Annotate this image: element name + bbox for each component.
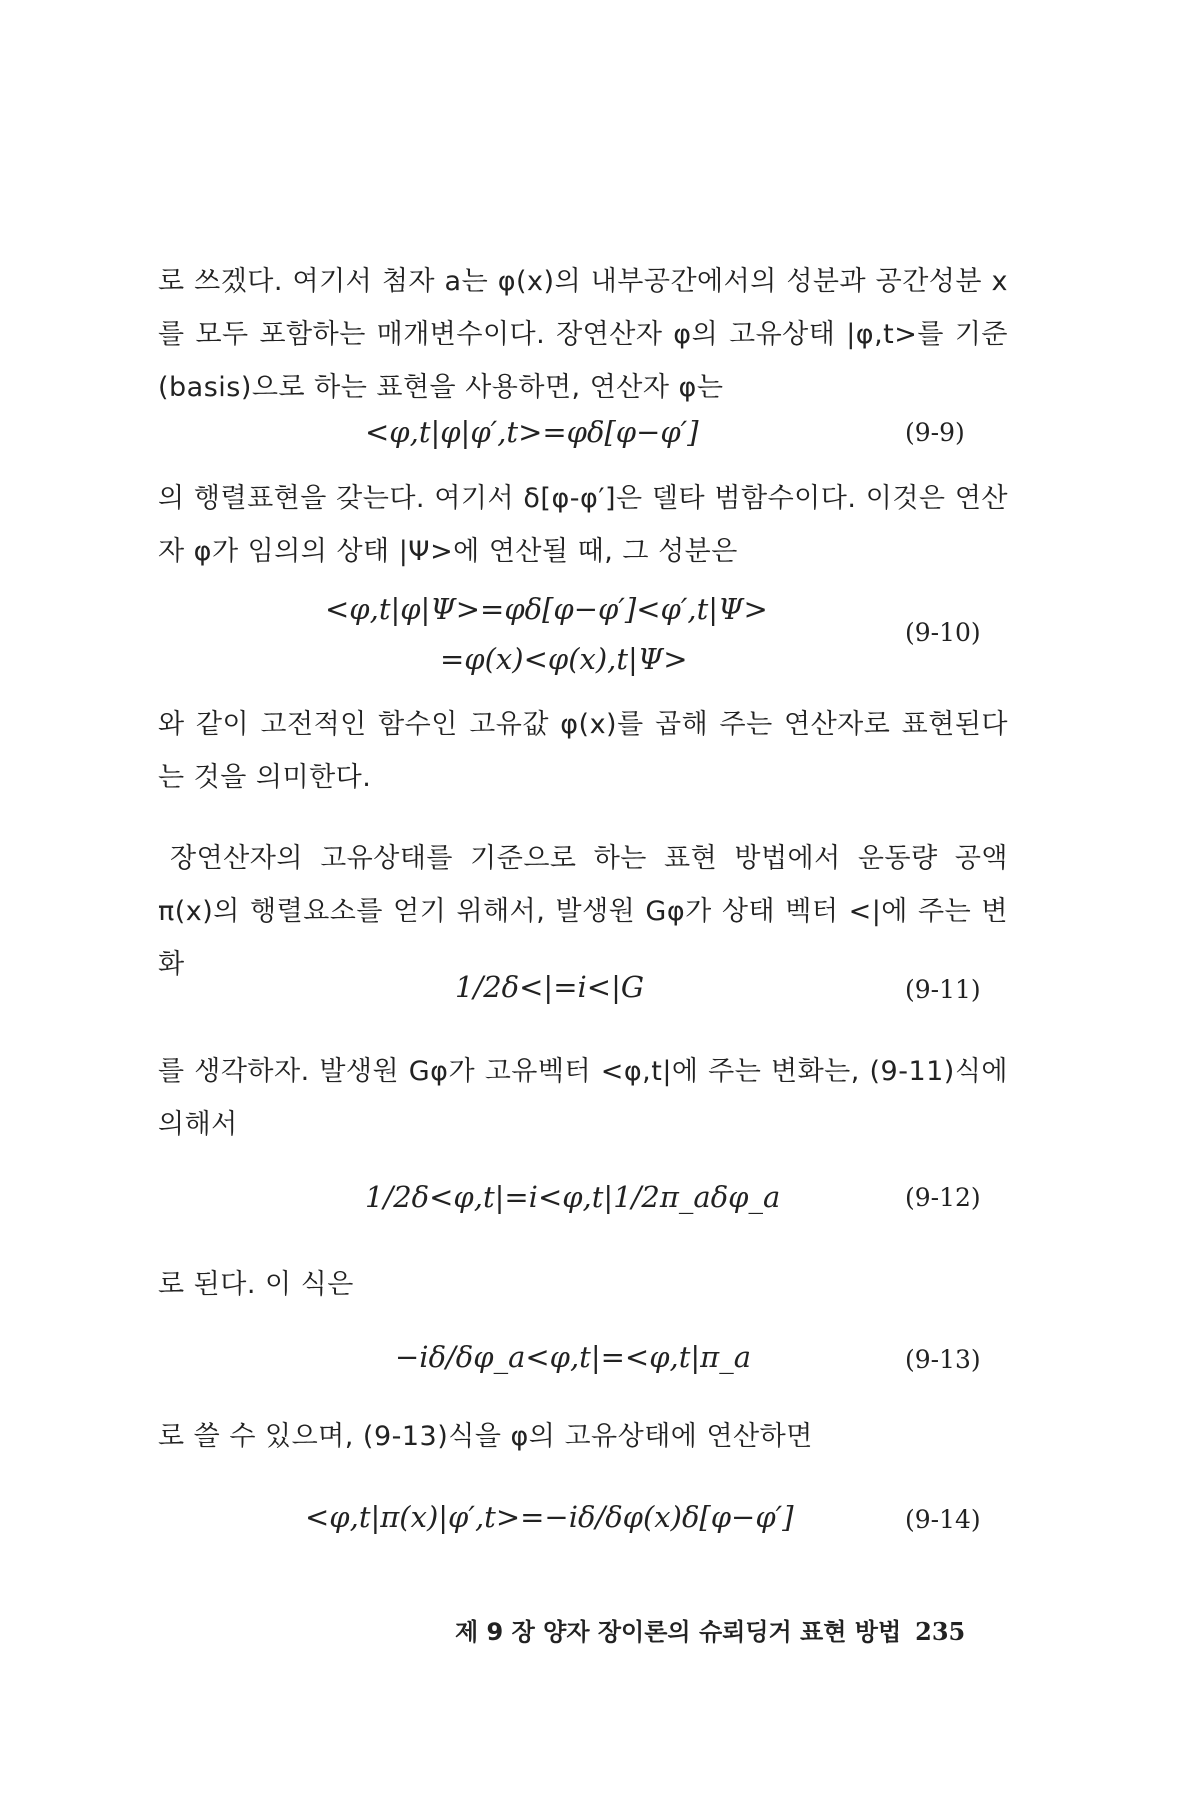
paragraph-3: 와 같이 고전적인 함수인 고유값 φ(x)를 곱해 주는 연산자로 표현된다는 것을 의미한다. bbox=[158, 709, 1008, 793]
paragraph-2: 의 행렬표현을 갖는다. 여기서 δ[φ-φ′]은 델타 범함수이다. 이것은 연산자 φ가 임의의 상태 |Ψ>에 연산될 때, 그 성분은 bbox=[158, 483, 1008, 567]
equation-9-13: −iδ/δφ_a<φ,t|=<φ,t|π_a bbox=[395, 1340, 752, 1374]
equation-number-9-14: (9-14) bbox=[905, 1505, 981, 1534]
equation-number-9-13: (9-13) bbox=[905, 1345, 981, 1374]
equation-number-9-9: (9-9) bbox=[905, 418, 965, 447]
paragraph-7: 로 쓸 수 있으며, (9-13)식을 φ의 고유상태에 연산하면 bbox=[158, 1421, 813, 1452]
paragraph-5: 를 생각하자. 발생원 Gφ가 고유벡터 <φ,t|에 주는 변화는, (9-11)식에 의해서 bbox=[158, 1056, 1008, 1140]
equation-9-11: 1/2δ<|=i<|G bbox=[455, 970, 645, 1004]
equation-number-9-12: (9-12) bbox=[905, 1183, 981, 1212]
paragraph-4: 장연산자의 고유상태를 기준으로 하는 표현 방법에서 운동량 공액 π(x)의 행렬요소를 얻기 위해서, 발생원 Gφ가 상태 벡터 <|에 주는 변화 bbox=[158, 843, 1008, 980]
equation-9-9: <φ,t|φ|φ′,t>=φδ[φ−φ′] bbox=[365, 415, 699, 449]
page-number: 235 bbox=[915, 1617, 966, 1646]
equation-number-9-10: (9-10) bbox=[905, 618, 981, 647]
paragraph-1: 로 쓰겠다. 여기서 첨자 a는 φ(x)의 내부공간에서의 성분과 공간성분 x를 모두 포함하는 매개변수이다. 장연산자 φ의 고유상태 |φ,t>를 기준 (basis)으로 하는 표현을 사용하면, 연산자 φ는 bbox=[158, 266, 1008, 403]
page-footer bbox=[455, 1612, 965, 1647]
equation-9-10-line-2: =φ(x)<φ(x),t|Ψ> bbox=[440, 642, 688, 676]
equation-9-14: <φ,t|π(x)|φ′,t>=−iδ/δφ(x)δ[φ−φ′] bbox=[305, 1500, 794, 1534]
equation-9-10-line-1: <φ,t|φ|Ψ>=φδ[φ−φ′]<φ′,t|Ψ> bbox=[325, 592, 768, 626]
equation-number-9-11: (9-11) bbox=[905, 975, 981, 1004]
paragraph-6: 로 된다. 이 식은 bbox=[158, 1269, 354, 1300]
footer-chapter-title: 제 9 장 양자 장이론의 슈뢰딩거 표현 방법 bbox=[455, 1618, 902, 1646]
equation-9-12: 1/2δ<φ,t|=i<φ,t|1/2π_aδφ_a bbox=[365, 1180, 781, 1214]
